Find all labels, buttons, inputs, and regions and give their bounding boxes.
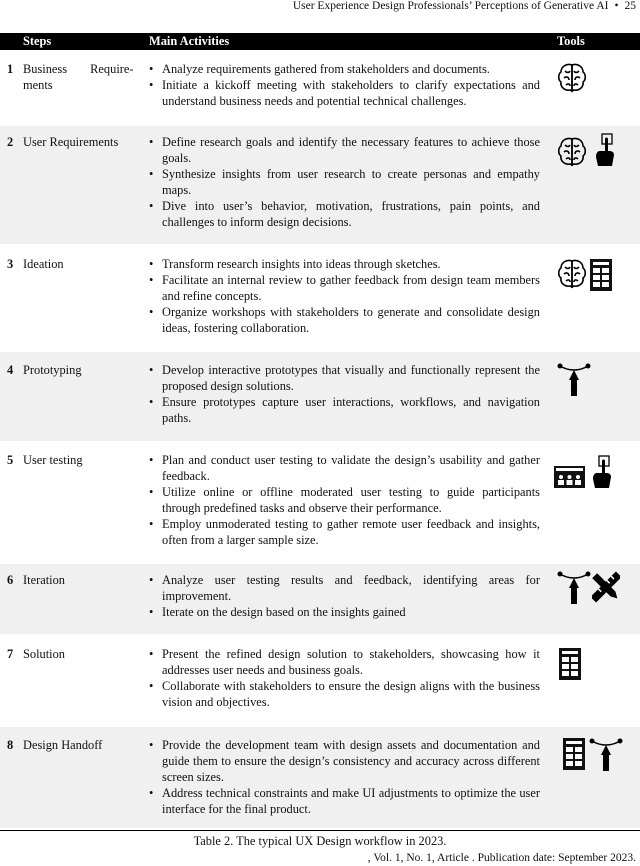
activities-list bbox=[149, 646, 540, 710]
step-number: 3 bbox=[7, 257, 14, 271]
separator-dot: • bbox=[614, 0, 619, 12]
pen-tool-icon bbox=[557, 363, 591, 397]
user-testing-icon bbox=[554, 466, 585, 488]
table-row-solution bbox=[0, 646, 640, 716]
tools-cell bbox=[556, 648, 640, 688]
tools-cell bbox=[556, 456, 640, 496]
step-name: Solution bbox=[23, 647, 65, 661]
tools-cell bbox=[556, 571, 640, 611]
pen-tool-icon bbox=[557, 571, 591, 605]
pencil-ruler-icon bbox=[592, 571, 620, 603]
table-bottom-rule bbox=[0, 830, 640, 831]
activity-item: • Define research goals and identify the necessary features to achieve those goals. bbox=[149, 134, 540, 166]
activity-item: • Utilize online or offline moderated user testing to guide participants through predefined tasks and observe their performance. bbox=[149, 484, 540, 516]
pen-tool-icon bbox=[589, 738, 623, 772]
activity-item: • Address technical constraints and make UI adjustments to optimize the user interface for the final product. bbox=[149, 785, 540, 817]
wireframe-icon bbox=[563, 738, 585, 770]
table-header bbox=[0, 33, 640, 50]
activity-item: • Plan and conduct user testing to validate the design’s usability and gather feedback. bbox=[149, 452, 540, 484]
wireframe-icon bbox=[559, 648, 581, 680]
activity-item: • Synthesize insights from user research to create personas and empathy maps. bbox=[149, 166, 540, 198]
brain-icon bbox=[557, 136, 587, 168]
step-number: 2 bbox=[7, 135, 14, 149]
step-number: 6 bbox=[7, 573, 14, 587]
tools-cell bbox=[556, 59, 640, 99]
activity-item: • Analyze requirements gathered from stakeholders and documents. bbox=[149, 61, 540, 77]
table-row-user-requirements bbox=[0, 126, 640, 244]
table-row-prototyping bbox=[0, 352, 640, 441]
step-number: 1 bbox=[7, 62, 14, 76]
tools-cell bbox=[556, 136, 640, 176]
activity-item: • Employ unmoderated testing to gather remote user feedback and insights, often from a larger sample size. bbox=[149, 516, 540, 548]
activities-list bbox=[149, 61, 540, 109]
step-number: 7 bbox=[7, 647, 14, 661]
activities-list bbox=[149, 362, 540, 426]
step-number: 5 bbox=[7, 453, 14, 467]
activity-item: • Provide the development team with design assets and documentation and guide them to ensure the design’s consistency and accuracy across different screen sizes. bbox=[149, 737, 540, 785]
page-number: 25 bbox=[624, 0, 636, 12]
activity-item: • Present the refined design solution to stakeholders, showcasing how it addresses user needs and business goals. bbox=[149, 646, 540, 678]
step-name: User Requirements bbox=[23, 135, 119, 149]
brain-icon bbox=[557, 258, 587, 290]
activities-list bbox=[149, 737, 540, 817]
step-name: Prototyping bbox=[23, 363, 82, 377]
step-name: Iteration bbox=[23, 573, 65, 587]
activity-item: • Transform research insights into ideas through sketches. bbox=[149, 256, 540, 272]
table-row-user-testing bbox=[0, 452, 640, 553]
step-name-line-2: ments bbox=[23, 78, 53, 92]
brain-icon bbox=[557, 62, 587, 94]
wireframe-icon bbox=[590, 259, 612, 291]
header-main-activities: Main Activities bbox=[149, 34, 230, 48]
tools-cell bbox=[556, 738, 640, 778]
step-name-line-1: Business Require- bbox=[23, 62, 134, 76]
activity-item: • Collaborate with stakeholders to ensure the design aligns with the business vision and objectives. bbox=[149, 678, 540, 710]
table-row-design-handoff bbox=[0, 727, 640, 828]
step-name: Design Handoff bbox=[23, 738, 103, 752]
table-row-iteration bbox=[0, 564, 640, 634]
activity-item: • Develop interactive prototypes that visually and functionally represent the proposed design solutions. bbox=[149, 362, 540, 394]
activity-item: • Facilitate an internal review to gather feedback from design team members and refine concepts. bbox=[149, 272, 540, 304]
activity-item: • Ensure prototypes capture user interactions, workflows, and navigation paths. bbox=[149, 394, 540, 426]
activity-item: • Dive into user’s behavior, motivation, frustrations, pain points, and challenges to inform design decisions. bbox=[149, 198, 540, 230]
activities-list bbox=[149, 134, 540, 230]
activity-item: • Organize workshops with stakeholders to generate and consolidate design ideas, fostering collaboration. bbox=[149, 304, 540, 336]
activities-list bbox=[149, 452, 540, 548]
activity-item: • Initiate a kickoff meeting with stakeholders to clarify expectations and understand business needs and potential technical challenges. bbox=[149, 77, 540, 109]
running-head bbox=[293, 0, 636, 12]
step-number: 4 bbox=[7, 363, 14, 377]
header-tools: Tools bbox=[557, 34, 585, 48]
table-row-ideation bbox=[0, 256, 640, 341]
tools-cell bbox=[556, 258, 640, 298]
step-name: User testing bbox=[23, 453, 83, 467]
table-caption: Table 2. The typical UX Design workflow in 2023. bbox=[193, 834, 447, 848]
step-number: 8 bbox=[7, 738, 14, 752]
tools-cell bbox=[556, 363, 640, 403]
hand-pointer-icon bbox=[594, 133, 616, 167]
table-row-business-requirements bbox=[0, 59, 640, 116]
activity-item: • Iterate on the design based on the insights gained bbox=[149, 604, 540, 620]
activities-list bbox=[149, 572, 540, 620]
step-name bbox=[23, 61, 141, 93]
activities-list bbox=[149, 256, 540, 336]
step-name: Ideation bbox=[23, 257, 64, 271]
activity-item: • Analyze user testing results and feedback, identifying areas for improvement. bbox=[149, 572, 540, 604]
header-steps: Steps bbox=[23, 34, 52, 48]
running-head-title: User Experience Design Professionals’ Perceptions of Generative AI bbox=[292, 0, 609, 12]
page-footer: , Vol. 1, No. 1, Article . Publication date: September 2023. bbox=[367, 852, 636, 864]
hand-pointer-icon bbox=[591, 455, 613, 489]
